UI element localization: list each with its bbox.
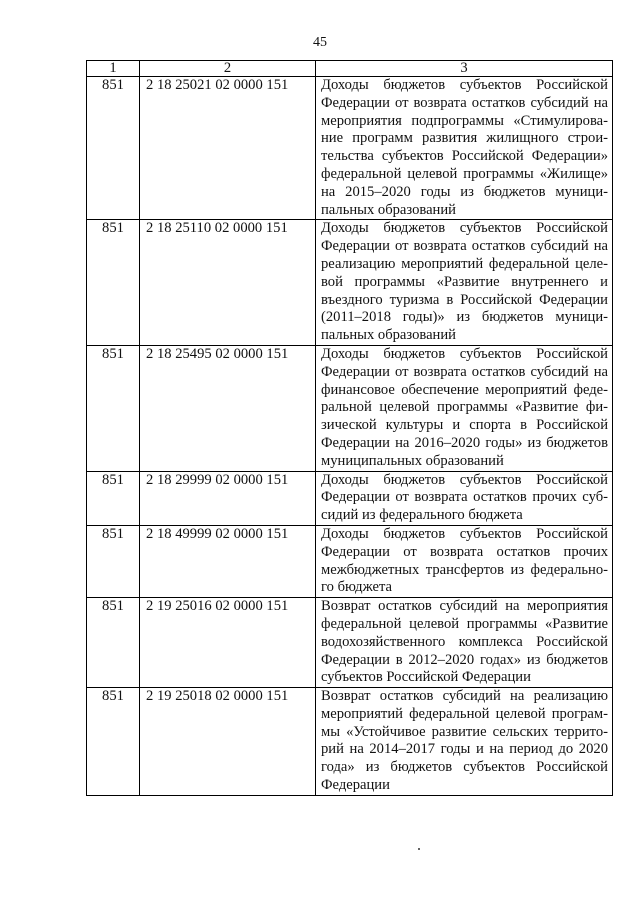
table-row xyxy=(87,525,613,597)
description-line: (2011–2018 годы)» из бюджетов муници- xyxy=(321,309,608,326)
description-line: вой программы «Развитие внутреннего и xyxy=(321,273,608,290)
kbk-code-cell: 2 18 25495 02 0000 151 xyxy=(140,345,316,471)
description-line: Федерации xyxy=(321,777,390,794)
description-line: Доходы бюджетов субъектов Российской xyxy=(321,345,608,362)
description-line: Федерации от возврата остатков прочих суб- xyxy=(321,489,608,506)
description-line: въездного туризма в Российской Федерации xyxy=(321,291,608,308)
description-line: субъектов Российской Федерации xyxy=(321,669,531,686)
description-line: на 2015–2020 годы из бюджетов муници- xyxy=(321,183,608,200)
description-line: муниципальных образований xyxy=(321,452,504,469)
scan-speck xyxy=(418,848,420,850)
kbk-code-cell: 2 19 25016 02 0000 151 xyxy=(140,598,316,688)
description-line: Федерации на 2016–2020 годы» из бюджетов xyxy=(321,434,608,451)
table-row xyxy=(87,688,613,796)
header-col-2: 2 xyxy=(140,61,316,77)
description-line: ние программ развития жилищного строи- xyxy=(321,130,608,147)
table-row xyxy=(87,471,613,525)
admin-code-cell: 851 xyxy=(87,525,140,597)
description-line: пальных образований xyxy=(321,201,456,218)
description-line: Доходы бюджетов субъектов Российской xyxy=(321,77,608,93)
description-line: мы «Устойчивое развитие сельских террито- xyxy=(321,723,608,740)
table-header-row xyxy=(87,61,613,77)
description-cell xyxy=(316,688,613,796)
description-line: водохозяйственного комплекса Российской xyxy=(321,633,608,650)
budget-classification-table xyxy=(86,60,613,796)
admin-code-cell: 851 xyxy=(87,471,140,525)
admin-code-cell: 851 xyxy=(87,220,140,346)
description-line: рий на 2014–2017 годы и на период до 2020 xyxy=(321,741,608,758)
description-cell xyxy=(316,77,613,220)
description-line: Федерации от возврата остатков прочих xyxy=(321,543,608,560)
description-line: года» из бюджетов субъектов Российской xyxy=(321,759,608,776)
description-cell xyxy=(316,525,613,597)
admin-code-cell: 851 xyxy=(87,688,140,796)
description-line: Возврат остатков субсидий на мероприятия xyxy=(321,598,608,615)
description-line: Федерации от возврата остатков субсидий на xyxy=(321,238,608,255)
description-line: Федерации от возврата остатков субсидий на xyxy=(321,94,608,111)
description-cell xyxy=(316,598,613,688)
description-cell xyxy=(316,345,613,471)
description-line: мероприятий федеральной целевой програм- xyxy=(321,705,608,722)
kbk-code-cell: 2 19 25018 02 0000 151 xyxy=(140,688,316,796)
header-col-1: 1 xyxy=(87,61,140,77)
description-line: ральной целевой программы «Развитие фи- xyxy=(321,399,608,416)
description-line: мероприятия подпрограммы «Стимулирова- xyxy=(321,112,608,129)
table-row xyxy=(87,77,613,220)
table-row xyxy=(87,220,613,346)
table-row xyxy=(87,345,613,471)
admin-code-cell: 851 xyxy=(87,598,140,688)
description-cell xyxy=(316,471,613,525)
kbk-code-cell: 2 18 25021 02 0000 151 xyxy=(140,77,316,220)
description-line: Федерации от возврата остатков субсидий на xyxy=(321,363,608,380)
description-line: Доходы бюджетов субъектов Российской xyxy=(321,525,608,542)
description-line: федеральной целевой программы «Жилище» xyxy=(321,165,608,182)
description-line: Доходы бюджетов субъектов Российской xyxy=(321,471,608,488)
description-line: пальных образований xyxy=(321,327,456,344)
description-line: сидий из федерального бюджета xyxy=(321,507,523,524)
admin-code-cell: 851 xyxy=(87,345,140,471)
description-line: Федерации в 2012–2020 годах» из бюджетов xyxy=(321,651,608,668)
description-line: Доходы бюджетов субъектов Российской xyxy=(321,220,608,237)
description-line: Возврат остатков субсидий на реализацию xyxy=(321,688,608,705)
header-col-3: 3 xyxy=(316,61,613,77)
description-line: зической культуры и спорта в Российской xyxy=(321,417,608,434)
description-line: межбюджетных трансфертов из федерально- xyxy=(321,561,608,578)
admin-code-cell: 851 xyxy=(87,77,140,220)
description-line: финансовое обеспечение мероприятий феде- xyxy=(321,381,608,398)
page-number: 45 xyxy=(313,35,327,50)
description-line: тельства субъектов Российской Федерации» xyxy=(321,148,608,165)
description-line: го бюджета xyxy=(321,579,392,596)
table-row xyxy=(87,598,613,688)
description-line: федеральной целевой программы «Развитие xyxy=(321,615,608,632)
kbk-code-cell: 2 18 49999 02 0000 151 xyxy=(140,525,316,597)
kbk-code-cell: 2 18 29999 02 0000 151 xyxy=(140,471,316,525)
kbk-code-cell: 2 18 25110 02 0000 151 xyxy=(140,220,316,346)
description-cell xyxy=(316,220,613,346)
description-line: реализацию мероприятий федеральной целе- xyxy=(321,255,608,272)
